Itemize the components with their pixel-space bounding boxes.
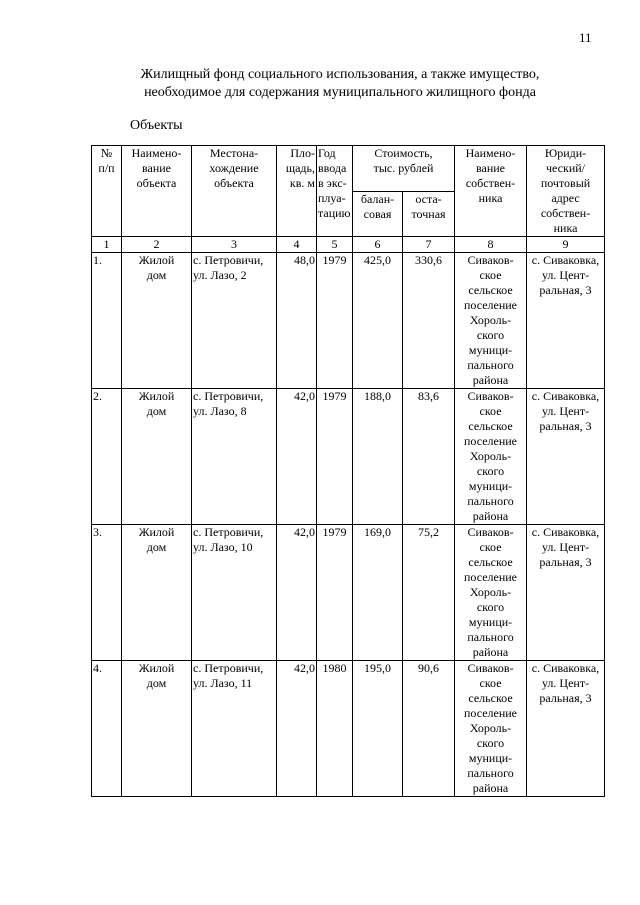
cell-line: ул. Лазо, 10 xyxy=(193,540,253,554)
header-line: оста- xyxy=(415,191,442,206)
cell-num: 1. xyxy=(92,253,122,389)
header-line: ческий/ xyxy=(546,161,586,175)
cell-line: с. Петровичи, xyxy=(193,389,264,403)
cell-line: ральная, 3 xyxy=(539,283,592,297)
header-line: плуа- xyxy=(318,191,346,205)
column-number: 4 xyxy=(277,237,317,253)
cell-location xyxy=(192,253,277,389)
table-row xyxy=(92,389,605,525)
cell-line: с. Петровичи, xyxy=(193,661,264,675)
cell-balance: 188,0 xyxy=(353,389,403,525)
header-name xyxy=(122,146,192,237)
title-line: Жилищный фонд социального использования, а также имущество, xyxy=(140,67,540,82)
cell-line: с. Сиваковка, xyxy=(531,253,600,267)
cell-line: поселение xyxy=(464,570,518,584)
cell-line: ул. Лазо, 11 xyxy=(193,676,253,690)
cell-line: Хороль- xyxy=(469,721,512,735)
header-address xyxy=(527,146,605,237)
header-line: Местона- xyxy=(209,146,259,160)
header-line: Наимено- xyxy=(131,146,182,160)
cell-line: пального xyxy=(467,766,514,780)
cell-area: 42,0 xyxy=(277,389,317,525)
cell-line: района xyxy=(472,509,509,523)
cell-line: района xyxy=(472,373,509,387)
cell-address xyxy=(527,525,605,661)
cell-area: 42,0 xyxy=(277,525,317,661)
table-row xyxy=(92,661,605,797)
cell-line: ральная, 3 xyxy=(539,419,592,433)
cell-line: ское xyxy=(479,268,502,282)
column-number: 5 xyxy=(317,237,353,253)
header-line: Наимено- xyxy=(465,146,516,160)
cell-line: ул. Лазо, 2 xyxy=(193,268,247,282)
cell-line: сельское xyxy=(468,555,513,569)
cell-line: ральная, 3 xyxy=(539,555,592,569)
cell-line: ского xyxy=(476,328,505,342)
cell-residual: 90,6 xyxy=(403,661,455,797)
cell-num: 2. xyxy=(92,389,122,525)
header-line: собствен- xyxy=(465,176,516,190)
header-line: совая xyxy=(363,206,392,221)
cell-address xyxy=(527,253,605,389)
header-location xyxy=(192,146,277,237)
column-number: 1 xyxy=(92,237,122,253)
header-line: Юриди- xyxy=(544,146,587,160)
cell-residual: 75,2 xyxy=(403,525,455,661)
header-num xyxy=(92,146,122,237)
header-balance xyxy=(353,191,403,237)
cell-balance: 195,0 xyxy=(353,661,403,797)
cell-balance: 169,0 xyxy=(353,525,403,661)
header-line: тыс. рублей xyxy=(373,161,434,175)
table-row xyxy=(92,525,605,661)
cell-year: 1979 xyxy=(317,253,353,389)
cell-line: муници- xyxy=(468,615,513,629)
header-line: № xyxy=(100,146,113,160)
header-line: вание xyxy=(141,161,171,175)
cell-line: Сиваков- xyxy=(467,253,514,267)
cell-line: сельское xyxy=(468,419,513,433)
cell-line: поселение xyxy=(464,434,518,448)
cell-owner xyxy=(455,253,527,389)
cell-line: муници- xyxy=(468,479,513,493)
header-line: вание xyxy=(476,161,506,175)
cell-line: сельское xyxy=(468,691,513,705)
cell-line: Жилой xyxy=(138,389,175,403)
column-number: 9 xyxy=(527,237,605,253)
header-line: ника xyxy=(478,191,503,205)
cell-year: 1979 xyxy=(317,389,353,525)
column-number: 8 xyxy=(455,237,527,253)
cell-line: сельское xyxy=(468,283,513,297)
header-cost xyxy=(353,146,455,192)
cell-line: ул. Цент- xyxy=(541,404,590,418)
cell-line: Сиваков- xyxy=(467,661,514,675)
cell-residual: 330,6 xyxy=(403,253,455,389)
cell-num: 3. xyxy=(92,525,122,661)
page-title xyxy=(90,66,590,102)
header-year xyxy=(317,146,353,237)
header-line: Год xyxy=(318,146,336,160)
header-line: хождение xyxy=(209,161,259,175)
column-number: 7 xyxy=(403,237,455,253)
cell-line: ское xyxy=(479,540,502,554)
header-line: Пло- xyxy=(290,146,315,160)
header-line: в экс- xyxy=(318,176,347,190)
cell-line: дом xyxy=(146,404,167,418)
cell-name xyxy=(122,389,192,525)
cell-area: 42,0 xyxy=(277,661,317,797)
cell-owner xyxy=(455,525,527,661)
header-line: ника xyxy=(553,221,578,235)
cell-name xyxy=(122,661,192,797)
cell-line: с. Сиваковка, xyxy=(531,389,600,403)
cell-line: района xyxy=(472,781,509,795)
cell-line: Сиваков- xyxy=(467,525,514,539)
cell-owner xyxy=(455,661,527,797)
cell-line: Хороль- xyxy=(469,313,512,327)
cell-line: ул. Цент- xyxy=(541,268,590,282)
header-line: п/п xyxy=(98,161,115,175)
cell-location xyxy=(192,661,277,797)
header-line: собствен- xyxy=(540,206,591,220)
cell-line: ул. Цент- xyxy=(541,540,590,554)
cell-line: с. Петровичи, xyxy=(193,525,264,539)
title-line: необходимое для содержания муниципального жилищного фонда xyxy=(144,85,536,100)
cell-line: ское xyxy=(479,676,502,690)
header-line: щадь, xyxy=(285,161,315,175)
cell-line: с. Петровичи, xyxy=(193,253,264,267)
cell-line: ского xyxy=(476,600,505,614)
header-owner xyxy=(455,146,527,237)
cell-line: дом xyxy=(146,540,167,554)
cell-line: с. Сиваковка, xyxy=(531,661,600,675)
cell-owner xyxy=(455,389,527,525)
column-numbers-row xyxy=(92,237,605,253)
cell-line: пального xyxy=(467,358,514,372)
cell-line: ского xyxy=(476,736,505,750)
cell-line: поселение xyxy=(464,706,518,720)
cell-line: Хороль- xyxy=(469,449,512,463)
page-number: 11 xyxy=(579,30,592,45)
cell-line: Сиваков- xyxy=(467,389,514,403)
cell-year: 1980 xyxy=(317,661,353,797)
header-residual xyxy=(403,191,455,237)
header-line: объекта xyxy=(214,176,254,190)
cell-line: пального xyxy=(467,494,514,508)
header-line: почтовый xyxy=(540,176,591,190)
cell-line: муници- xyxy=(468,751,513,765)
column-number: 6 xyxy=(353,237,403,253)
cell-balance: 425,0 xyxy=(353,253,403,389)
cell-location xyxy=(192,525,277,661)
cell-line: Жилой xyxy=(138,253,175,267)
cell-num: 4. xyxy=(92,661,122,797)
cell-name xyxy=(122,525,192,661)
section-subtitle: Объекты xyxy=(130,118,183,133)
header-line: Стоимость, xyxy=(374,146,433,160)
cell-address xyxy=(527,389,605,525)
cell-line: пального xyxy=(467,630,514,644)
header-line: ввода xyxy=(318,161,347,175)
cell-area: 48,0 xyxy=(277,253,317,389)
cell-line: Жилой xyxy=(138,661,175,675)
cell-line: муници- xyxy=(468,343,513,357)
cell-line: ского xyxy=(476,464,505,478)
cell-line: Жилой xyxy=(138,525,175,539)
column-number: 2 xyxy=(122,237,192,253)
objects-table xyxy=(91,145,605,797)
cell-line: Хороль- xyxy=(469,585,512,599)
column-number: 3 xyxy=(192,237,277,253)
cell-line: дом xyxy=(146,268,167,282)
cell-line: ральная, 3 xyxy=(539,691,592,705)
cell-location xyxy=(192,389,277,525)
cell-line: ул. Лазо, 8 xyxy=(193,404,247,418)
cell-residual: 83,6 xyxy=(403,389,455,525)
header-line: балан- xyxy=(360,191,395,206)
cell-year: 1979 xyxy=(317,525,353,661)
cell-line: с. Сиваковка, xyxy=(531,525,600,539)
header-line: точная xyxy=(411,206,446,221)
table-row xyxy=(92,253,605,389)
cell-name xyxy=(122,253,192,389)
header-line: адрес xyxy=(551,191,580,205)
header-area xyxy=(277,146,317,237)
cell-line: поселение xyxy=(464,298,518,312)
header-line: объекта xyxy=(136,176,177,190)
cell-line: дом xyxy=(146,676,167,690)
header-line: кв. м xyxy=(289,176,315,190)
cell-address xyxy=(527,661,605,797)
header-line: тацию xyxy=(318,206,351,220)
cell-line: района xyxy=(472,645,509,659)
cell-line: ское xyxy=(479,404,502,418)
cell-line: ул. Цент- xyxy=(541,676,590,690)
